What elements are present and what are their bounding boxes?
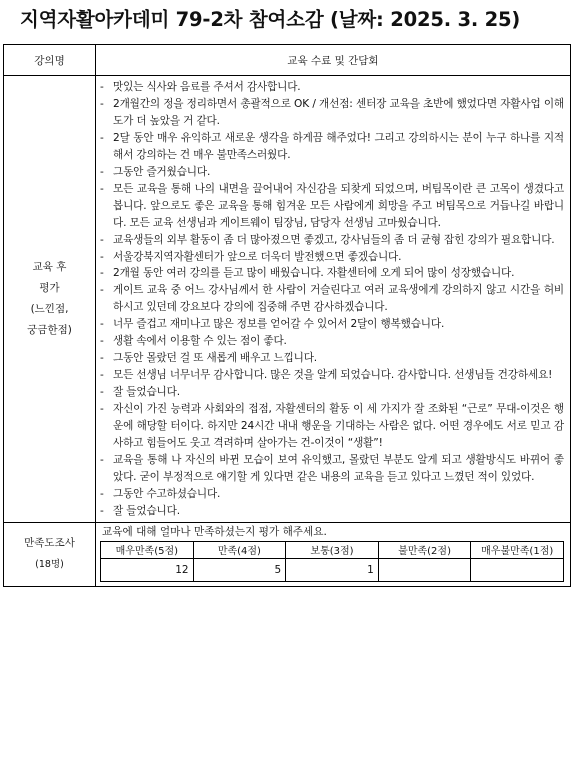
comment-item <box>100 503 564 520</box>
comment-text: 교육을 통해 나 자신의 바뀐 모습이 보여 유익했고, 몰랐던 부분도 알게 되고 생활방식도 바뀌어 좋았다. 굳이 부정적으로 얘기할 게 있다면 같은 내용의 교육을 듣고 있다고 느꼈던 적이 있었다. <box>113 453 564 483</box>
document-title: 지역자활아카데미 79-2차 참여소감 (날짜: 2025. 3. 25) <box>20 8 521 31</box>
evaluation-label-line: 평가 <box>39 281 60 294</box>
feedback-table <box>3 44 571 587</box>
comment-text: 교육생들의 외부 활동이 좀 더 많아졌으면 좋겠고, 강사님들의 좀 더 균형 잡힌 강의가 필요합니다. <box>113 233 555 246</box>
bullet-dash: - <box>100 487 104 500</box>
comment-item <box>100 367 564 384</box>
bullet-dash: - <box>100 182 104 195</box>
bullet-dash: - <box>100 81 104 93</box>
comment-text: 그동안 수고하셨습니다. <box>113 487 221 500</box>
bullet-dash: - <box>100 131 104 144</box>
comment-text: 서울강북지역자활센터가 앞으로 더욱더 발전했으면 좋겠습니다. <box>113 250 402 263</box>
respondent-count: (18명) <box>35 559 64 571</box>
comment-text: 잘 들었습니다. <box>113 504 180 517</box>
evaluation-comments <box>96 76 571 523</box>
bullet-dash: - <box>100 267 104 280</box>
comment-item <box>100 282 564 316</box>
satisfaction-row <box>4 522 571 586</box>
satisfaction-header-row <box>101 541 564 558</box>
comment-text: 너무 즐겁고 재미나고 많은 정보를 얻어갈 수 있어서 2달이 행복했습니다. <box>113 318 445 331</box>
satisfaction-label <box>4 522 96 586</box>
comment-item <box>100 249 564 266</box>
bullet-dash: - <box>100 504 104 517</box>
evaluation-label-line: 교육 후 <box>32 260 67 273</box>
satisfaction-question: 교육에 대해 얼마나 만족하셨는지 평가 해주세요. <box>102 525 327 538</box>
satisfaction-value <box>471 558 564 581</box>
bullet-dash: - <box>100 165 104 178</box>
comment-item <box>100 486 564 503</box>
bullet-dash: - <box>100 318 104 331</box>
comment-text: 그동안 몰랐던 걸 또 새롭게 배우고 느낍니다. <box>113 352 318 365</box>
bullet-dash: - <box>100 233 104 246</box>
comment-item <box>100 401 564 452</box>
satisfaction-values-row <box>101 558 564 581</box>
satisfaction-title: 만족도조사 <box>24 537 75 550</box>
evaluation-row <box>4 76 571 523</box>
satisfaction-column-header: 보통(3점) <box>286 541 379 558</box>
comment-text: 2달 동안 매우 유익하고 새로운 생각을 하게끔 해주었다! 그리고 강의하시는 분이 누구 하나를 지적해서 강의하는 건 매우 불만족스러웠다. <box>113 131 564 161</box>
bullet-dash: - <box>100 335 104 348</box>
satisfaction-content <box>96 522 571 586</box>
comment-text: 모든 교육을 통해 나의 내면을 끌어내어 자신감을 되찾게 되었으며, 버팀목이란 큰 고목이 생겼다고 봅니다. 앞으로도 좋은 교육을 통해 힘겨운 모든 사람에게 희망을 주고 버팀목으로 거듭나길 바랍니다. 모든 교육 선생님과 게이트웨이 팀장님, 담당자 선생님 고마웠습니다. <box>113 182 564 229</box>
comment-text: 잘 들었습니다. <box>113 386 180 399</box>
comment-item <box>100 164 564 181</box>
comment-item <box>100 316 564 333</box>
comment-item <box>100 232 564 249</box>
comment-item <box>100 96 564 130</box>
satisfaction-column-header: 매우불만족(1점) <box>471 541 564 558</box>
comment-text: 게이트 교육 중 어느 강사님께서 한 사람이 거슬린다고 여러 교육생에게 강의하지 않고 시간을 허비하시고 있던데 강요보다 강의에 집중해 주면 감사하겠습니다. <box>113 284 564 314</box>
comment-item <box>100 181 564 232</box>
bullet-dash: - <box>100 403 104 416</box>
header-lecture-name: 강의명 <box>4 45 96 76</box>
satisfaction-value: 5 <box>193 558 286 581</box>
bullet-dash: - <box>100 453 104 466</box>
bullet-dash: - <box>100 352 104 365</box>
evaluation-label-line: (느낀점, <box>30 302 69 315</box>
bullet-dash: - <box>100 97 104 110</box>
comment-text: 그동안 즐거웠습니다. <box>113 165 211 178</box>
comment-text: 자신이 가진 능력과 사회와의 접점, 자활센터의 활동 이 세 가지가 잘 조화된 “근로” 무대-이것은 행운에 해당할 터이다. 하지만 24시간 내내 행운을 기대하는 사람은 없다. 어떤 경우에도 서로 믿고 감사하고 힘들어도 웃고 격려하며 살아가는 건-이것이 “생활”! <box>113 403 564 450</box>
satisfaction-column-header: 만족(4점) <box>193 541 286 558</box>
satisfaction-value <box>378 558 471 581</box>
satisfaction-value: 1 <box>286 558 379 581</box>
comment-item <box>100 265 564 282</box>
satisfaction-table <box>100 541 564 582</box>
comment-text: 맛있는 식사와 음료를 주셔서 감사합니다. <box>113 81 301 93</box>
table-header-row <box>4 45 571 76</box>
comment-item <box>100 79 564 96</box>
comment-item <box>100 333 564 350</box>
bullet-dash: - <box>100 250 104 263</box>
header-lecture-title: 교육 수료 및 간담회 <box>96 45 571 76</box>
bullet-dash: - <box>100 386 104 399</box>
comment-item <box>100 130 564 164</box>
satisfaction-column-header: 불만족(2점) <box>378 541 471 558</box>
evaluation-label <box>4 76 96 523</box>
bullet-dash: - <box>100 284 104 297</box>
comment-text: 2개월간의 정을 정리하면서 총괄적으로 OK / 개선점: 센터장 교육을 초반에 했었다면 자활사업 이해도가 더 높았을 거 같다. <box>113 97 564 127</box>
comment-list <box>100 79 564 520</box>
comment-text: 생활 속에서 이용할 수 있는 점이 좋다. <box>113 335 287 348</box>
satisfaction-value: 12 <box>101 558 194 581</box>
comment-text: 모든 선생님 너무너무 감사합니다. 많은 것을 알게 되었습니다. 감사합니다. 선생님들 건강하세요! <box>113 369 553 382</box>
comment-item <box>100 452 564 486</box>
bullet-dash: - <box>100 369 104 382</box>
satisfaction-column-header: 매우만족(5점) <box>101 541 194 558</box>
evaluation-label-line: 궁금한점) <box>27 323 72 336</box>
comment-item <box>100 350 564 367</box>
comment-text: 2개월 동안 여러 강의를 듣고 많이 배웠습니다. 자활센터에 오게 되어 많이 성장했습니다. <box>113 267 515 280</box>
comment-item <box>100 384 564 401</box>
